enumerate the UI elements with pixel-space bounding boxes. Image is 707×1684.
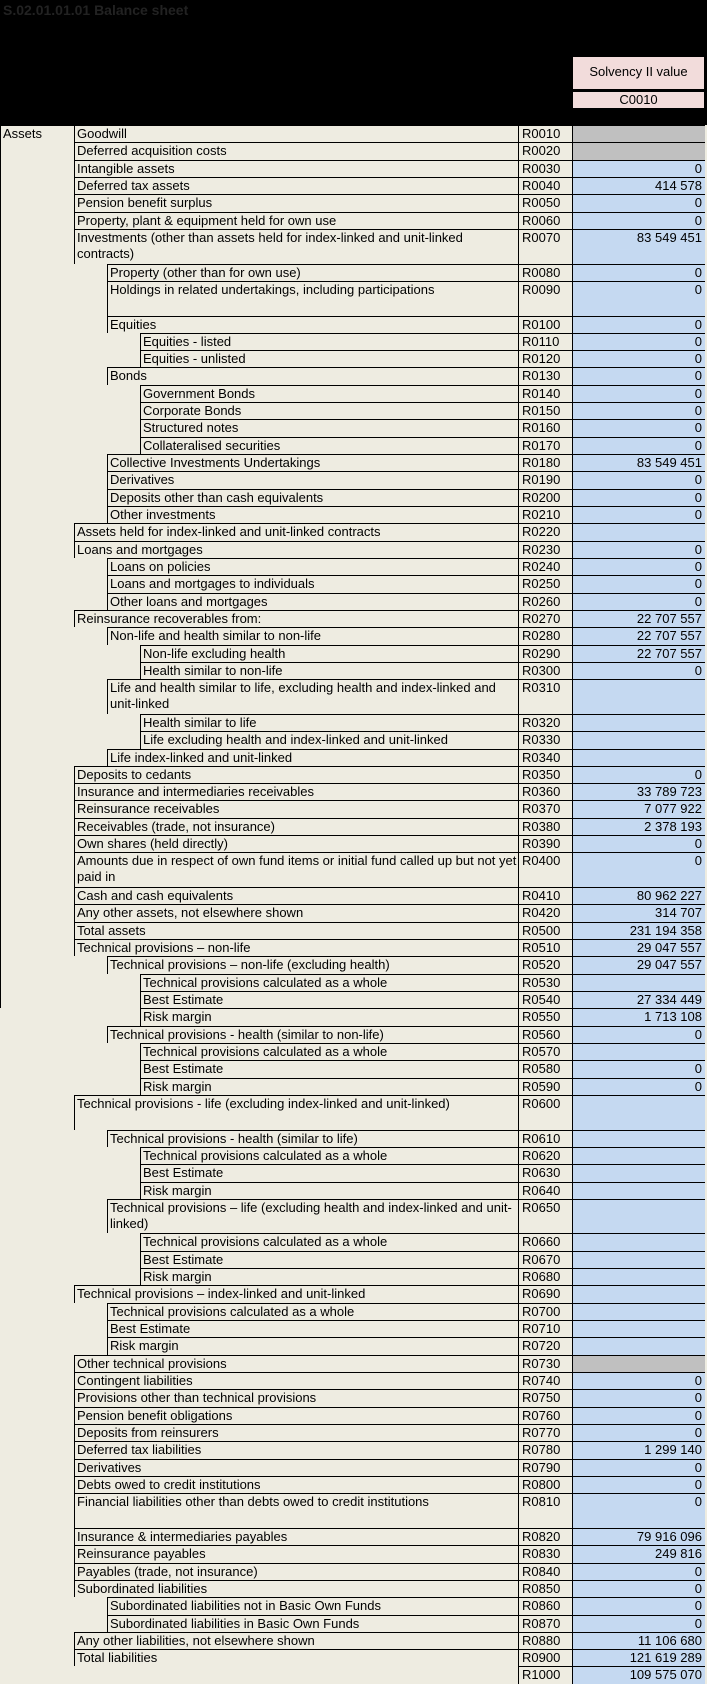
row-label: Loans and mortgages <box>74 541 518 558</box>
row-value[interactable]: 0 <box>572 316 705 333</box>
row-code: R0380 <box>518 818 572 835</box>
row-label: Total liabilities <box>74 1649 518 1666</box>
row-code: R0080 <box>518 264 572 281</box>
row-label: Contingent liabilities <box>74 1372 518 1389</box>
row-code: R0390 <box>518 835 572 852</box>
row-label: Non-life and health similar to non-life <box>107 627 518 644</box>
row-value[interactable]: 0 <box>572 506 705 523</box>
row-code: R0270 <box>518 610 572 627</box>
row-code: R0400 <box>518 852 572 887</box>
row-code: R0330 <box>518 731 572 748</box>
row-code: R0710 <box>518 1320 572 1337</box>
column-header-label: Solvency II value <box>572 56 705 90</box>
row-label: Reinsurance receivables <box>74 800 518 817</box>
row-label: Life index-linked and unit-linked <box>107 749 518 766</box>
row-value[interactable] <box>572 1320 705 1337</box>
row-value[interactable] <box>572 1233 705 1250</box>
row-value[interactable]: 80 962 227 <box>572 887 705 904</box>
row-value[interactable]: 0 <box>572 1615 705 1632</box>
row-code: R0060 <box>518 212 572 229</box>
row-code: R0070 <box>518 229 572 264</box>
row-label: Other technical provisions <box>74 1355 518 1372</box>
row-value[interactable] <box>572 974 705 991</box>
row-value[interactable] <box>572 714 705 731</box>
row-value[interactable]: 314 707 <box>572 904 705 921</box>
row-value[interactable]: 2 378 193 <box>572 818 705 835</box>
row-value[interactable]: 0 <box>572 1407 705 1424</box>
row-code: R0570 <box>518 1043 572 1060</box>
row-code: R0800 <box>518 1476 572 1493</box>
row-value[interactable] <box>572 749 705 766</box>
row-code: R0020 <box>518 142 572 159</box>
row-value[interactable]: 0 <box>572 281 705 316</box>
row-value[interactable]: 0 <box>572 212 705 229</box>
row-label: Life and health similar to life, excluding health and index-linked and unit-linked <box>107 679 518 714</box>
row-label: Risk margin <box>140 1008 518 1025</box>
row-code: R0680 <box>518 1268 572 1285</box>
row-label: Insurance & intermediaries payables <box>74 1528 518 1545</box>
row-label: Technical provisions calculated as a whole <box>140 1147 518 1164</box>
row-value[interactable]: 414 578 <box>572 177 705 194</box>
row-code: R0110 <box>518 333 572 350</box>
row-value[interactable]: 29 047 557 <box>572 939 705 956</box>
row-code: R0660 <box>518 1233 572 1250</box>
row-label: Best Estimate <box>140 1164 518 1181</box>
row-label: Other investments <box>107 506 518 523</box>
row-value[interactable]: 1 299 140 <box>572 1441 705 1458</box>
row-value[interactable]: 0 <box>572 1389 705 1406</box>
row-code: R0160 <box>518 419 572 436</box>
row-code: R0100 <box>518 316 572 333</box>
row-label: Best Estimate <box>140 991 518 1008</box>
row-label: Property, plant & equipment held for own use <box>74 212 518 229</box>
row-code: R0200 <box>518 489 572 506</box>
row-label: Cash and cash equivalents <box>74 887 518 904</box>
row-label: Equities <box>107 316 518 333</box>
row-code: R0600 <box>518 1095 572 1130</box>
row-value[interactable] <box>572 523 705 540</box>
row-code: R0550 <box>518 1008 572 1025</box>
row-code: R0350 <box>518 766 572 783</box>
row-code: R0850 <box>518 1580 572 1597</box>
row-code: R0210 <box>518 506 572 523</box>
row-code: R0830 <box>518 1545 572 1562</box>
row-label: Corporate Bonds <box>140 402 518 419</box>
row-value[interactable] <box>572 1355 705 1372</box>
row-value[interactable]: 0 <box>572 402 705 419</box>
row-code: R0820 <box>518 1528 572 1545</box>
row-code: R0310 <box>518 679 572 714</box>
row-value[interactable]: 0 <box>572 1597 705 1614</box>
row-value[interactable] <box>572 1251 705 1268</box>
row-value[interactable]: 0 <box>572 1424 705 1441</box>
row-value[interactable]: 79 916 096 <box>572 1528 705 1545</box>
row-label: Intangible assets <box>74 160 518 177</box>
row-label: Loans on policies <box>107 558 518 575</box>
row-code: R0010 <box>518 125 572 142</box>
row-value[interactable]: 0 <box>572 333 705 350</box>
row-value[interactable]: 27 334 449 <box>572 991 705 1008</box>
row-label: Holdings in related undertakings, including participations <box>107 281 518 316</box>
row-label: Deposits from reinsurers <box>74 1424 518 1441</box>
row-label: Technical provisions calculated as a whole <box>140 1043 518 1060</box>
row-code: R0740 <box>518 1372 572 1389</box>
row-label: Equities - listed <box>140 333 518 350</box>
row-code: R0320 <box>518 714 572 731</box>
row-code: R0170 <box>518 437 572 454</box>
row-label: Amounts due in respect of own fund items or initial fund called up but not yet paid in <box>74 852 518 887</box>
row-label: Health similar to non-life <box>140 662 518 679</box>
row-code: R0690 <box>518 1285 572 1302</box>
row-code: R0760 <box>518 1407 572 1424</box>
row-value[interactable] <box>572 1147 705 1164</box>
row-value[interactable] <box>572 1095 705 1130</box>
row-label: Financial liabilities other than debts owed to credit institutions <box>74 1493 518 1528</box>
row-label: Insurance and intermediaries receivables <box>74 783 518 800</box>
row-label: Receivables (trade, not insurance) <box>74 818 518 835</box>
row-value[interactable]: 0 <box>572 662 705 679</box>
row-code: R0150 <box>518 402 572 419</box>
row-code: R0280 <box>518 627 572 644</box>
row-value[interactable]: 0 <box>572 558 705 575</box>
row-label: Goodwill <box>74 125 518 142</box>
row-label: Subordinated liabilities not in Basic Own Funds <box>107 1597 518 1614</box>
row-code: R0340 <box>518 749 572 766</box>
row-code: R0260 <box>518 593 572 610</box>
row-label: Structured notes <box>140 419 518 436</box>
row-label: Property (other than for own use) <box>107 264 518 281</box>
row-value[interactable]: 0 <box>572 852 705 887</box>
row-value[interactable]: 0 <box>572 385 705 402</box>
row-label: Collateralised securities <box>140 437 518 454</box>
row-value[interactable] <box>572 1303 705 1320</box>
row-label: Health similar to life <box>140 714 518 731</box>
row-value[interactable]: 83 549 451 <box>572 229 705 264</box>
row-value[interactable] <box>572 1337 705 1354</box>
row-label: Technical provisions calculated as a whole <box>140 974 518 991</box>
row-code: R0410 <box>518 887 572 904</box>
row-value[interactable]: 29 047 557 <box>572 956 705 973</box>
row-label: Deferred acquisition costs <box>74 142 518 159</box>
row-code: R0630 <box>518 1164 572 1181</box>
row-label: Technical provisions calculated as a whole <box>107 1303 518 1320</box>
row-label: Technical provisions – non-life <box>74 939 518 956</box>
row-code: R0300 <box>518 662 572 679</box>
row-label: Technical provisions calculated as a whole <box>140 1233 518 1250</box>
row-value[interactable]: 0 <box>572 1580 705 1597</box>
row-code: R0130 <box>518 367 572 384</box>
row-value[interactable]: 0 <box>572 194 705 211</box>
row-value[interactable] <box>572 731 705 748</box>
row-code: R0870 <box>518 1615 572 1632</box>
row-code: R0240 <box>518 558 572 575</box>
row-label: Deposits to cedants <box>74 766 518 783</box>
row-code: R0730 <box>518 1355 572 1372</box>
row-code: R0530 <box>518 974 572 991</box>
row-code: R0230 <box>518 541 572 558</box>
row-value[interactable]: 231 194 358 <box>572 922 705 939</box>
row-code: R0590 <box>518 1078 572 1095</box>
row-code: R0840 <box>518 1563 572 1580</box>
row-label: Deposits other than cash equivalents <box>107 489 518 506</box>
row-code: R0050 <box>518 194 572 211</box>
section-label: Assets <box>0 125 74 1008</box>
row-label: Risk margin <box>140 1182 518 1199</box>
row-code: R0750 <box>518 1389 572 1406</box>
row-value[interactable]: 11 106 680 <box>572 1632 705 1649</box>
row-value[interactable]: 0 <box>572 489 705 506</box>
row-value[interactable]: 0 <box>572 471 705 488</box>
row-value[interactable]: 1 713 108 <box>572 1008 705 1025</box>
row-label: Loans and mortgages to individuals <box>107 575 518 592</box>
row-label: Provisions other than technical provisions <box>74 1389 518 1406</box>
row-code: R0790 <box>518 1459 572 1476</box>
row-code: R0580 <box>518 1060 572 1077</box>
row-label: Risk margin <box>140 1078 518 1095</box>
row-value[interactable] <box>572 1043 705 1060</box>
row-value[interactable]: 33 789 723 <box>572 783 705 800</box>
row-code: R0420 <box>518 904 572 921</box>
row-value[interactable]: 0 <box>572 437 705 454</box>
row-label: Technical provisions – non-life (excluding health) <box>107 956 518 973</box>
row-label: Technical provisions - health (similar to life) <box>107 1130 518 1147</box>
row-code: R0030 <box>518 160 572 177</box>
row-code: R0090 <box>518 281 572 316</box>
row-code: R0880 <box>518 1632 572 1649</box>
row-value[interactable]: 0 <box>572 367 705 384</box>
row-code: R0620 <box>518 1147 572 1164</box>
row-value[interactable] <box>572 1164 705 1181</box>
row-code: R0810 <box>518 1493 572 1528</box>
row-value[interactable]: 0 <box>572 835 705 852</box>
row-label: Life excluding health and index-linked and unit-linked <box>140 731 518 748</box>
row-label: Pension benefit obligations <box>74 1407 518 1424</box>
row-label: Assets held for index-linked and unit-linked contracts <box>74 523 518 540</box>
row-label: Bonds <box>107 367 518 384</box>
row-value[interactable]: 0 <box>572 593 705 610</box>
row-code: R0700 <box>518 1303 572 1320</box>
row-label: Best Estimate <box>140 1251 518 1268</box>
row-value[interactable] <box>572 1130 705 1147</box>
row-value[interactable]: 0 <box>572 1078 705 1095</box>
row-code: R0860 <box>518 1597 572 1614</box>
row-label: Reinsurance recoverables from: <box>74 610 518 627</box>
row-label: Technical provisions - health (similar to non-life) <box>107 1026 518 1043</box>
row-label: Pension benefit surplus <box>74 194 518 211</box>
row-label: Equities - unlisted <box>140 350 518 367</box>
row-label: Government Bonds <box>140 385 518 402</box>
row-code: R0720 <box>518 1337 572 1354</box>
row-label: Risk margin <box>140 1268 518 1285</box>
row-code: R0500 <box>518 922 572 939</box>
row-label: Other loans and mortgages <box>107 593 518 610</box>
row-label: Risk margin <box>107 1337 518 1354</box>
row-value[interactable]: 0 <box>572 541 705 558</box>
column-header-code: C0010 <box>572 91 705 109</box>
row-label: Subordinated liabilities <box>74 1580 518 1597</box>
row-code: R0250 <box>518 575 572 592</box>
row-code: R0290 <box>518 645 572 662</box>
row-label: Any other assets, not elsewhere shown <box>74 904 518 921</box>
row-code: R0560 <box>518 1026 572 1043</box>
row-value[interactable]: 121 619 289 <box>572 1649 705 1666</box>
row-label: Derivatives <box>107 471 518 488</box>
row-label: Debts owed to credit institutions <box>74 1476 518 1493</box>
row-code: R1000 <box>518 1666 572 1683</box>
row-code: R0120 <box>518 350 572 367</box>
row-label: Deferred tax assets <box>74 177 518 194</box>
row-label: Reinsurance payables <box>74 1545 518 1562</box>
row-code: R0670 <box>518 1251 572 1268</box>
row-value[interactable]: 7 077 922 <box>572 800 705 817</box>
row-code: R0610 <box>518 1130 572 1147</box>
row-label: Technical provisions – index-linked and unit-linked <box>74 1285 518 1302</box>
row-code: R0640 <box>518 1182 572 1199</box>
row-label: Technical provisions - life (excluding index-linked and unit-linked) <box>74 1095 518 1130</box>
row-value[interactable]: 0 <box>572 1493 705 1528</box>
row-value[interactable]: 109 575 070 <box>572 1666 705 1683</box>
row-value[interactable]: 0 <box>572 1060 705 1077</box>
row-value[interactable] <box>572 1285 705 1302</box>
row-value[interactable]: 0 <box>572 1563 705 1580</box>
row-value[interactable]: 0 <box>572 350 705 367</box>
row-code: R0220 <box>518 523 572 540</box>
row-label: Payables (trade, not insurance) <box>74 1563 518 1580</box>
row-value[interactable] <box>572 679 705 714</box>
row-value[interactable]: 22 707 557 <box>572 610 705 627</box>
row-code: R0140 <box>518 385 572 402</box>
row-value[interactable]: 0 <box>572 575 705 592</box>
row-value[interactable] <box>572 1182 705 1199</box>
row-label: Deferred tax liabilities <box>74 1441 518 1458</box>
row-code: R0180 <box>518 454 572 471</box>
row-label: Derivatives <box>74 1459 518 1476</box>
row-code: R0650 <box>518 1199 572 1234</box>
row-value[interactable] <box>572 1199 705 1234</box>
row-value[interactable]: 0 <box>572 1476 705 1493</box>
row-code: R0520 <box>518 956 572 973</box>
row-label: Total assets <box>74 922 518 939</box>
row-value[interactable]: 22 707 557 <box>572 645 705 662</box>
row-label: Best Estimate <box>140 1060 518 1077</box>
row-label: Own shares (held directly) <box>74 835 518 852</box>
row-label: Technical provisions – life (excluding health and index-linked and unit-linked) <box>107 1199 518 1234</box>
row-label: Non-life excluding health <box>140 645 518 662</box>
row-label: Collective Investments Undertakings <box>107 454 518 471</box>
row-code: R0360 <box>518 783 572 800</box>
row-value[interactable]: 22 707 557 <box>572 627 705 644</box>
row-value[interactable]: 0 <box>572 419 705 436</box>
row-value[interactable] <box>572 1268 705 1285</box>
row-value[interactable]: 0 <box>572 160 705 177</box>
report-title: S.02.01.01.01 Balance sheet <box>3 2 189 18</box>
row-value[interactable]: 0 <box>572 1459 705 1476</box>
row-label: Best Estimate <box>107 1320 518 1337</box>
row-code: R0780 <box>518 1441 572 1458</box>
row-code: R0900 <box>518 1649 572 1666</box>
balance-sheet-table <box>0 125 707 1684</box>
row-label: Subordinated liabilities in Basic Own Funds <box>107 1615 518 1632</box>
row-value[interactable]: 83 549 451 <box>572 454 705 471</box>
row-code: R0190 <box>518 471 572 488</box>
row-value[interactable]: 0 <box>572 1026 705 1043</box>
row-value[interactable]: 0 <box>572 264 705 281</box>
row-value[interactable]: 0 <box>572 766 705 783</box>
row-value[interactable] <box>572 125 705 142</box>
row-code: R0540 <box>518 991 572 1008</box>
row-value[interactable]: 0 <box>572 1372 705 1389</box>
row-code: R0510 <box>518 939 572 956</box>
row-label: Any other liabilities, not elsewhere shown <box>74 1632 518 1649</box>
row-value[interactable] <box>572 142 705 159</box>
row-code: R0370 <box>518 800 572 817</box>
row-code: R0040 <box>518 177 572 194</box>
row-value[interactable]: 249 816 <box>572 1545 705 1562</box>
row-label: Investments (other than assets held for index-linked and unit-linked contracts) <box>74 229 518 264</box>
row-code: R0770 <box>518 1424 572 1441</box>
